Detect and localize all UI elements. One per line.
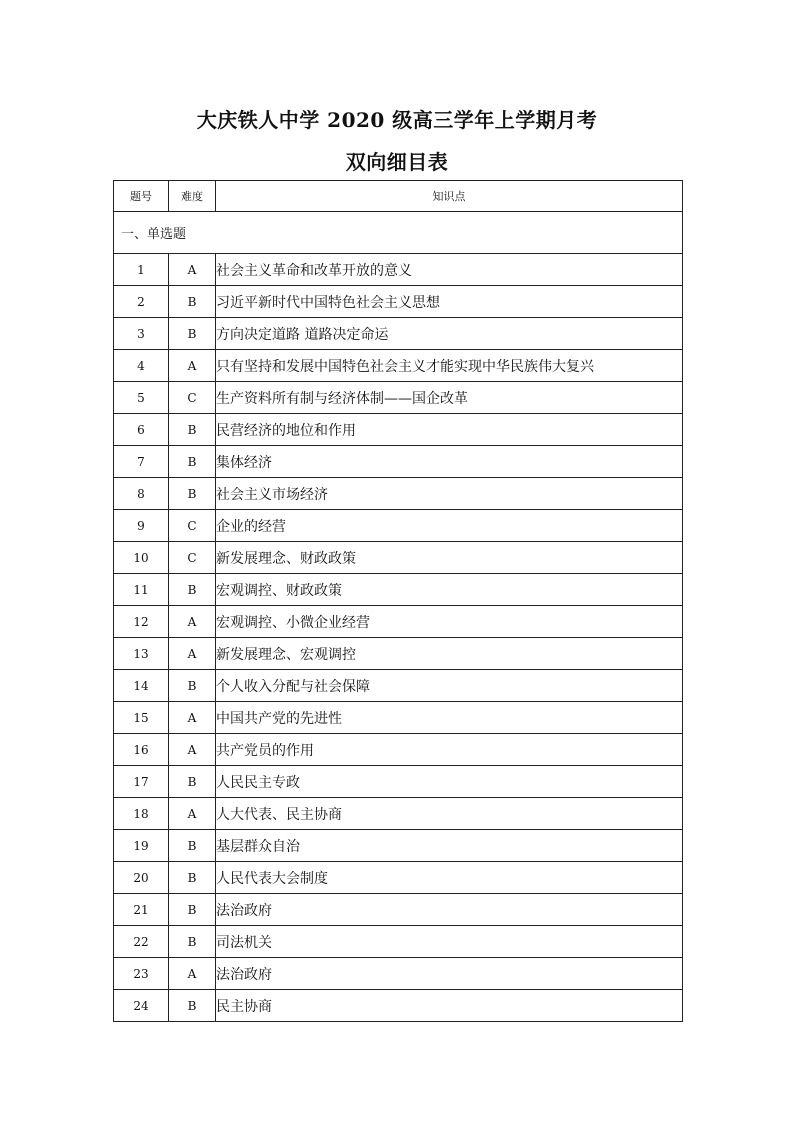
difficulty-level: B bbox=[169, 574, 216, 606]
question-number: 22 bbox=[114, 926, 169, 958]
two-way-spec-table bbox=[113, 180, 683, 1022]
table-row bbox=[114, 670, 683, 702]
table-row bbox=[114, 286, 683, 318]
difficulty-level: A bbox=[169, 798, 216, 830]
table-header-row bbox=[114, 181, 683, 212]
difficulty-level: B bbox=[169, 862, 216, 894]
header-difficulty: 难度 bbox=[169, 181, 216, 212]
knowledge-point: 个人收入分配与社会保障 bbox=[216, 670, 683, 702]
knowledge-point: 习近平新时代中国特色社会主义思想 bbox=[216, 286, 683, 318]
question-number: 15 bbox=[114, 702, 169, 734]
knowledge-point: 新发展理念、宏观调控 bbox=[216, 638, 683, 670]
difficulty-level: A bbox=[169, 638, 216, 670]
question-number: 2 bbox=[114, 286, 169, 318]
table-row bbox=[114, 382, 683, 414]
table-row bbox=[114, 638, 683, 670]
table-row bbox=[114, 606, 683, 638]
difficulty-level: B bbox=[169, 478, 216, 510]
difficulty-level: B bbox=[169, 318, 216, 350]
table-row bbox=[114, 350, 683, 382]
header-knowledge-point: 知识点 bbox=[216, 181, 683, 212]
difficulty-level: B bbox=[169, 446, 216, 478]
difficulty-level: B bbox=[169, 286, 216, 318]
section-label: 一、单选题 bbox=[114, 212, 683, 254]
question-number: 4 bbox=[114, 350, 169, 382]
question-number: 5 bbox=[114, 382, 169, 414]
knowledge-point: 法治政府 bbox=[216, 958, 683, 990]
difficulty-level: C bbox=[169, 542, 216, 574]
difficulty-level: B bbox=[169, 766, 216, 798]
table-row bbox=[114, 862, 683, 894]
difficulty-level: C bbox=[169, 382, 216, 414]
difficulty-level: B bbox=[169, 926, 216, 958]
table-row bbox=[114, 254, 683, 286]
question-number: 6 bbox=[114, 414, 169, 446]
question-number: 7 bbox=[114, 446, 169, 478]
knowledge-point: 法治政府 bbox=[216, 894, 683, 926]
difficulty-level: B bbox=[169, 990, 216, 1022]
table-row bbox=[114, 958, 683, 990]
table-row bbox=[114, 702, 683, 734]
table-row bbox=[114, 414, 683, 446]
question-number: 12 bbox=[114, 606, 169, 638]
difficulty-level: A bbox=[169, 606, 216, 638]
table-row bbox=[114, 990, 683, 1022]
question-number: 13 bbox=[114, 638, 169, 670]
difficulty-level: A bbox=[169, 734, 216, 766]
knowledge-point: 人民民主专政 bbox=[216, 766, 683, 798]
difficulty-level: A bbox=[169, 958, 216, 990]
knowledge-point: 宏观调控、财政政策 bbox=[216, 574, 683, 606]
knowledge-point: 新发展理念、财政政策 bbox=[216, 542, 683, 574]
table-row bbox=[114, 542, 683, 574]
knowledge-point: 民营经济的地位和作用 bbox=[216, 414, 683, 446]
question-number: 9 bbox=[114, 510, 169, 542]
question-number: 17 bbox=[114, 766, 169, 798]
knowledge-point: 人大代表、民主协商 bbox=[216, 798, 683, 830]
table-row bbox=[114, 798, 683, 830]
knowledge-point: 宏观调控、小微企业经营 bbox=[216, 606, 683, 638]
knowledge-point: 人民代表大会制度 bbox=[216, 862, 683, 894]
question-number: 8 bbox=[114, 478, 169, 510]
question-number: 11 bbox=[114, 574, 169, 606]
question-number: 18 bbox=[114, 798, 169, 830]
knowledge-point: 方向决定道路 道路决定命运 bbox=[216, 318, 683, 350]
question-number: 24 bbox=[114, 990, 169, 1022]
question-number: 19 bbox=[114, 830, 169, 862]
question-number: 1 bbox=[114, 254, 169, 286]
table-row bbox=[114, 734, 683, 766]
knowledge-point: 只有坚持和发展中国特色社会主义才能实现中华民族伟大复兴 bbox=[216, 350, 683, 382]
knowledge-point: 企业的经营 bbox=[216, 510, 683, 542]
table-row bbox=[114, 894, 683, 926]
knowledge-point: 共产党员的作用 bbox=[216, 734, 683, 766]
question-number: 21 bbox=[114, 894, 169, 926]
document-subtitle: 双向细目表 bbox=[345, 150, 449, 174]
table-row bbox=[114, 926, 683, 958]
difficulty-level: B bbox=[169, 414, 216, 446]
knowledge-point: 民主协商 bbox=[216, 990, 683, 1022]
difficulty-level: B bbox=[169, 670, 216, 702]
question-number: 14 bbox=[114, 670, 169, 702]
difficulty-level: A bbox=[169, 254, 216, 286]
table-row bbox=[114, 478, 683, 510]
section-row bbox=[114, 212, 683, 254]
table-row bbox=[114, 510, 683, 542]
header-question-number: 题号 bbox=[114, 181, 169, 212]
difficulty-level: B bbox=[169, 830, 216, 862]
knowledge-point: 集体经济 bbox=[216, 446, 683, 478]
knowledge-point: 社会主义市场经济 bbox=[216, 478, 683, 510]
difficulty-level: C bbox=[169, 510, 216, 542]
question-number: 23 bbox=[114, 958, 169, 990]
question-number: 16 bbox=[114, 734, 169, 766]
table-row bbox=[114, 574, 683, 606]
question-number: 10 bbox=[114, 542, 169, 574]
table-row bbox=[114, 830, 683, 862]
difficulty-level: A bbox=[169, 350, 216, 382]
difficulty-level: A bbox=[169, 702, 216, 734]
knowledge-point: 生产资料所有制与经济体制——国企改革 bbox=[216, 382, 683, 414]
table-row bbox=[114, 318, 683, 350]
table-row bbox=[114, 766, 683, 798]
question-number: 3 bbox=[114, 318, 169, 350]
knowledge-point: 中国共产党的先进性 bbox=[216, 702, 683, 734]
knowledge-point: 司法机关 bbox=[216, 926, 683, 958]
knowledge-point: 基层群众自治 bbox=[216, 830, 683, 862]
difficulty-level: B bbox=[169, 894, 216, 926]
question-number: 20 bbox=[114, 862, 169, 894]
document-title: 大庆铁人中学 2020 级高三学年上学期月考 bbox=[196, 108, 598, 132]
table-row bbox=[114, 446, 683, 478]
knowledge-point: 社会主义革命和改革开放的意义 bbox=[216, 254, 683, 286]
